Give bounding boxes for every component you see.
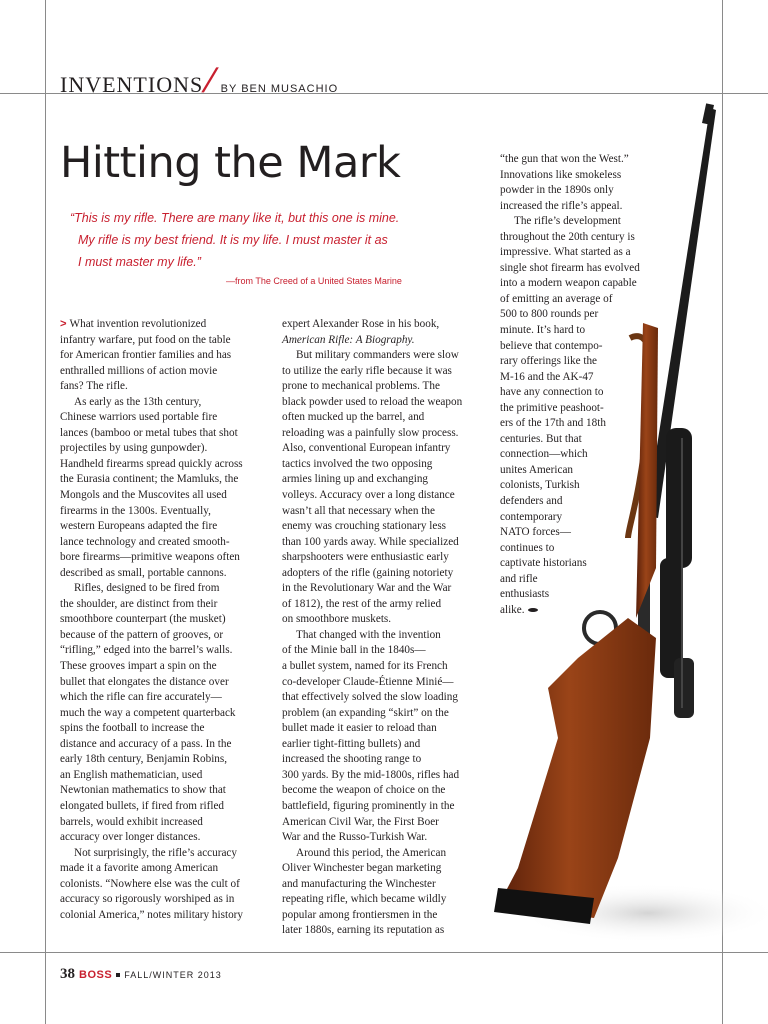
body-line: increased the shooting range to [282, 753, 422, 766]
body-line: the shoulder, are distinct from their [60, 597, 218, 610]
body-line: American Civil War, the First Boer [282, 815, 439, 828]
body-line: a bullet system, named for its French [282, 660, 448, 673]
body-line: colonists. “Nowhere else was the cult of [60, 877, 240, 890]
left-margin-rule [45, 0, 46, 1024]
body-line: tactics involved the two opposing [282, 457, 433, 470]
separator-square-icon [116, 973, 120, 977]
section-slash: / [199, 62, 221, 100]
body-line: minute. It’s hard to [500, 324, 586, 337]
body-line: enemy was crouching stationary less [282, 520, 447, 533]
body-line: powder in the 1890s only [500, 184, 614, 197]
body-line: that effectively solved the slow loading [282, 691, 458, 704]
body-line: contemporary [500, 510, 563, 523]
body-line: increased the rifle’s appeal. [500, 199, 623, 212]
body-line: the Eurasia continent; the Mamluks, the [60, 473, 239, 486]
body-line: throughout the 20th century is [500, 230, 635, 243]
body-line: colonists, Turkish [500, 479, 580, 492]
body-line: single shot firearm has evolved [500, 261, 640, 274]
body-line: infantry warfare, put food on the table [60, 333, 231, 346]
footer-rule [0, 952, 768, 953]
body-line: made it a favorite among American [60, 862, 219, 875]
page-footer [60, 966, 222, 983]
body-line: ers of the 17th and 18th [500, 417, 606, 430]
body-line: into a modern weapon capable [500, 277, 637, 290]
body-line: barrels, would exhibit increased [60, 815, 203, 828]
body-line: smoothbore counterpart (the musket) [60, 613, 226, 626]
body-line: spins the football to increase the [60, 722, 205, 735]
body-line: Not surprisingly, the rifle’s accuracy [74, 846, 237, 859]
body-line: These grooves impart a spin on the [60, 660, 217, 673]
body-line: bullet made it easier to reload than [282, 722, 437, 735]
body-line: firearms in the 1300s. Eventually, [60, 504, 211, 517]
article-headline: Hitting the Mark [60, 138, 401, 188]
body-line: volleys. Accuracy over a long distance [282, 489, 455, 502]
lead-arrow-icon: > [60, 318, 67, 330]
body-line: become the weapon of choice on the [282, 784, 446, 797]
body-line: defenders and [500, 495, 563, 508]
body-line: the primitive peashoot- [500, 401, 604, 414]
body-line: Innovations like smokeless [500, 168, 622, 181]
body-line: an English mathematician, used [60, 768, 203, 781]
body-line: wasn’t all that necessary when the [282, 504, 435, 517]
body-line: believe that contempo- [500, 339, 603, 352]
body-line: Oliver Winchester began marketing [282, 862, 442, 875]
body-line: bullet that elongates the distance over [60, 675, 229, 688]
body-line: “the gun that won the West.” [500, 153, 629, 165]
rifle-image [478, 98, 768, 950]
body-line: distance and accuracy of a pass. In the [60, 737, 232, 750]
pull-quote-line: “This is my rifle. There are many like it, but this one is mine. [70, 211, 400, 225]
byline: BY BEN MUSACHIO [220, 83, 339, 95]
body-line: armies lining up and exchanging [282, 473, 429, 486]
body-line: Chinese warriors used portable fire [60, 411, 218, 424]
body-line: elongated bullets, if fired from rifled [60, 799, 225, 812]
body-line: Newtonian mathematics to show that [60, 784, 226, 797]
body-line: popular among frontiersmen in the [282, 908, 438, 921]
body-line: Mongols and the Muscovites all used [60, 489, 227, 502]
body-line: bore firearms—primitive weapons often [60, 551, 240, 564]
body-line: Handheld firearms spread quickly across [60, 457, 243, 470]
body-line: connection—which [500, 448, 588, 461]
body-line: 500 to 800 rounds per [500, 308, 599, 321]
body-line [60, 317, 243, 333]
body-line: which the rifle can fire accurately— [60, 691, 222, 704]
body-line: That changed with the invention [296, 628, 441, 641]
body-line: War and the Russo-Turkish War. [282, 831, 428, 844]
body-line: repeating rifle, which became wildly [282, 893, 447, 906]
body-line: As early as the 13th century, [74, 395, 202, 408]
body-line: expert Alexander Rose in his book, [282, 318, 440, 330]
body-line: described as small, portable cannons. [60, 566, 227, 579]
pull-quote-line: My rifle is my best friend. It is my life. I must master it as [78, 233, 388, 247]
magazine-name: BOSS [79, 969, 113, 981]
page-number: 38 [60, 966, 75, 982]
body-line: in the Revolutionary War and the War [282, 582, 452, 595]
body-line: 300 yards. By the mid-1800s, rifles had [282, 768, 460, 781]
body-line: because of the pattern of grooves, or [60, 628, 224, 641]
body-line: NATO forces— [500, 526, 571, 539]
body-line: continues to [500, 541, 555, 554]
body-text: alike. [500, 603, 525, 616]
body-line: co-developer Claude-Étienne Minié— [282, 675, 454, 688]
body-column-2 [282, 317, 462, 939]
body-line: enthralled millions of action movie [60, 364, 218, 377]
body-line: to utilize the early rifle because it was [282, 364, 452, 377]
body-line: battlefield, figuring prominently in the [282, 799, 455, 812]
body-line: enthusiasts [500, 588, 550, 601]
body-line: fans? The rifle. [60, 380, 128, 393]
body-line: of the Minie ball in the 1840s— [282, 644, 426, 657]
issue-date: FALL/WINTER 2013 [124, 970, 222, 980]
body-line: centuries. But that [500, 432, 582, 445]
body-line: rary offerings like the [500, 355, 598, 368]
body-column-1 [60, 317, 243, 923]
body-line: later 1880s, earning its reputation as [282, 924, 445, 937]
body-line: of emitting an average of [500, 292, 613, 305]
book-title: American Rifle: A Biography. [282, 333, 415, 346]
body-line: sharpshooters were enthusiastic early [282, 551, 449, 564]
body-line: of 1812), the rest of the army relied [282, 597, 442, 610]
body-line: on smoothbore muskets. [282, 613, 392, 626]
body-line: early 18th century, Benjamin Robins, [60, 753, 228, 766]
body-line: But military commanders were slow [296, 349, 459, 362]
body-line: prone to mechanical problems. The [282, 380, 440, 393]
body-line: adopters of the rifle (gaining notoriety [282, 566, 454, 579]
section-header [60, 62, 339, 100]
body-line: lances (bamboo or metal tubes that shot [60, 426, 238, 439]
body-line: earlier tight-fitting bullets) and [282, 737, 421, 750]
body-line: western Europeans adapted the fire [60, 520, 218, 533]
body-line: “rifling,” edged into the barrel’s walls. [60, 644, 233, 657]
body-line: often mucked up the barrel, and [282, 411, 425, 424]
section-name: INVENTIONS [60, 72, 204, 97]
body-line: The rifle’s development [514, 215, 621, 228]
pull-quote-line: I must master my life.” [78, 255, 201, 269]
body-line: impressive. What started as a [500, 246, 631, 259]
body-line: and manufacturing the Winchester [282, 877, 436, 890]
pull-quote [70, 207, 490, 273]
body-line: accuracy so rigorously worshiped as in [60, 893, 235, 906]
body-line: for American frontier families and has [60, 349, 232, 362]
body-line: and rifle [500, 572, 538, 585]
body-line: Rifles, designed to be fired from [74, 582, 220, 595]
body-text: What invention revolutionized [69, 318, 207, 330]
quote-attribution: —from The Creed of a United States Marine [226, 276, 402, 286]
body-line: have any connection to [500, 386, 604, 399]
body-line: than 100 yards away. While specialized [282, 535, 459, 548]
body-line: colonial America,” notes military history [60, 908, 243, 921]
body-line: problem (an expanding “skirt” on the [282, 706, 449, 719]
body-line: Around this period, the American [296, 846, 447, 859]
body-line: much the way a competent quarterback [60, 706, 236, 719]
body-line: captivate historians [500, 557, 587, 570]
body-line: lance technology and created smooth- [60, 535, 230, 548]
body-line: projectiles by using gunpowder). [60, 442, 208, 455]
body-line: unites American [500, 463, 574, 476]
body-line: black powder used to reload the weapon [282, 395, 463, 408]
body-line: reloading was a painfully slow process. [282, 426, 459, 439]
body-line: accuracy over longer distances. [60, 831, 201, 844]
body-line: Also, conventional European infantry [282, 442, 451, 455]
body-line: M-16 and the AK-47 [500, 370, 594, 383]
